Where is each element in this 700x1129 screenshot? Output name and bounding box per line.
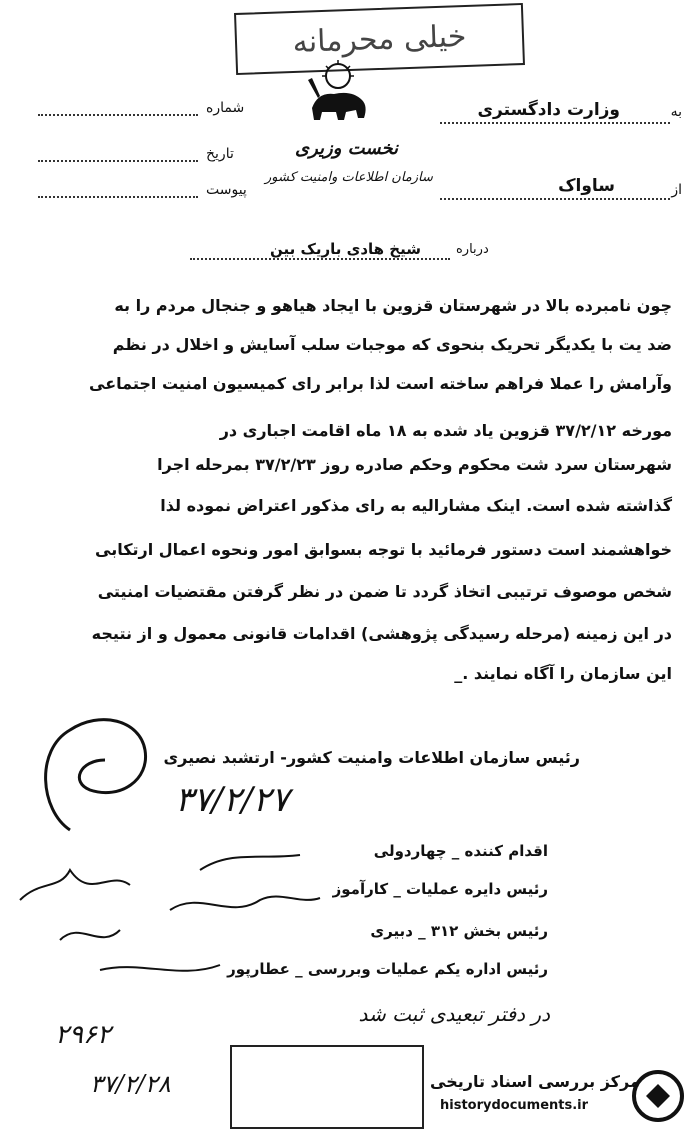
org-line-2: سازمان اطلاعات وامنیت کشور <box>265 170 433 185</box>
body-line: چون نامبرده بالا در شهرستان قزوین با ایجاد هیاهو و جنجال مردم را به <box>114 296 672 315</box>
action-line: رئیس اداره یکم عملیات وبررسی _ عطارپور <box>227 960 548 978</box>
archive-logo <box>628 1068 688 1124</box>
subject-label: درباره <box>456 242 489 257</box>
signatory-title: رئیس سازمان اطلاعات وامنیت کشور- ارتشبد نصیری <box>163 748 580 767</box>
from-label: از <box>671 182 682 198</box>
attachment-dotted-line <box>38 196 198 198</box>
body-line: شهرستان سرد شت محکوم وحکم صادره روز ۳۷/۲/۲۳ بمرحله اجرا <box>157 455 672 474</box>
signature-scribble <box>30 690 180 840</box>
number-dotted-line <box>38 114 198 116</box>
to-value: وزارت دادگستری <box>477 100 620 120</box>
body-line: این سازمان را آگاه نمایند ._ <box>454 664 672 683</box>
classification-stamp-text: خیلی محرمانه <box>292 18 467 60</box>
action-line: رئیس بخش ۳۱۲ _ دبیری <box>370 922 548 940</box>
attachment-label: پیوست <box>206 182 247 198</box>
handwritten-date: ۳۷/۲/۲۷ <box>175 780 290 820</box>
body-line: در این زمینه (مرحله رسیدگی پژوهشی) اقدامات قانونی معمول و از نتیجه <box>91 624 672 643</box>
watermark-url: historydocuments.ir <box>440 1098 589 1113</box>
handwritten-number: ۲۹۶۲ <box>55 1020 111 1050</box>
from-dotted-line <box>440 198 670 200</box>
body-line: وآرامش را عملا فراهم ساخته است لذا برابر رای کمیسیون امنیت اجتماعی <box>89 374 672 393</box>
subject-value: شیخ هادی باریک بین <box>270 240 421 258</box>
lion-and-sun-emblem <box>298 58 378 128</box>
number-label: شماره <box>206 100 245 116</box>
subject-dotted-line <box>190 258 450 260</box>
handwritten-date-2: ۳۷/۲/۲۸ <box>90 1070 171 1098</box>
body-line: خواهشمند است دستور فرمائید با توجه بسوابق امور ونحوه اعمال ارتکابی <box>95 540 672 559</box>
to-dotted-line <box>440 122 670 124</box>
classification-stamp <box>234 3 525 75</box>
date-dotted-line <box>38 160 198 162</box>
handwritten-note: در دفتر تبعیدی ثبت شد <box>358 1002 550 1026</box>
body-line: گذاشته شده است. اینک مشارالیه به رای مذکور اعتراض نموده لذا <box>160 496 672 515</box>
org-line-1: نخست وزیری <box>295 138 399 159</box>
registration-stamp <box>230 1045 424 1129</box>
watermark-title: مرکز بررسی اسناد تاریخی <box>430 1072 640 1091</box>
body-line: شخص موصوف ترتیبی اتخاذ گردد تا ضمن در نظر گرفتن مقتضیات امنیتی <box>97 582 672 601</box>
to-label: به <box>670 104 682 120</box>
body-line: ضد یت با یکدیگر تحریک بنحوی که موجبات سلب آسایش و اخلال در نظم <box>112 335 672 354</box>
action-line: اقدام کننده _ چهاردولی <box>373 842 548 860</box>
date-label: تاریخ <box>206 146 234 162</box>
initials-scribbles <box>0 830 400 1030</box>
action-line: رئیس دایره عملیات _ کارآموز <box>332 880 548 898</box>
body-line: مورخه ۳۷/۲/۱۲ قزوین یاد شده به ۱۸ ماه اقامت اجباری در <box>219 421 672 440</box>
from-value: ساواک <box>558 176 615 196</box>
